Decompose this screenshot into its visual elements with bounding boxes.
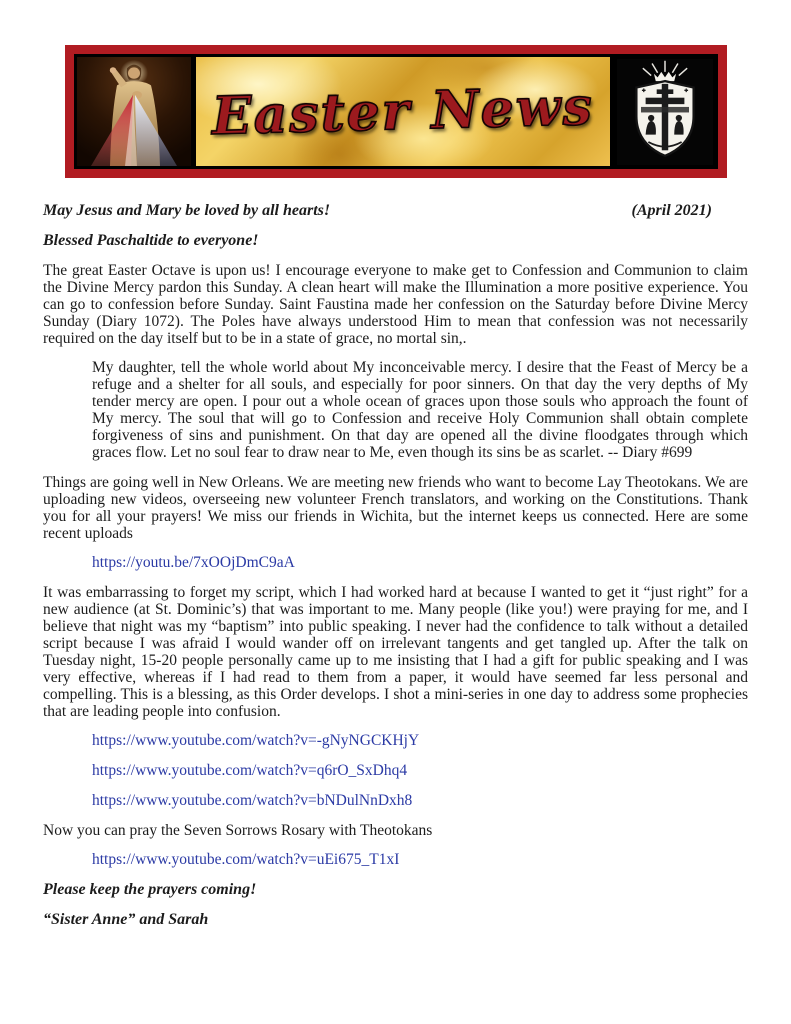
paragraph-easter-octave: The great Easter Octave is upon us! I encourage everyone to make get to Confession and Communion to claim the Divine Mercy pardon this Sunday. A clean heart will make the Illumination a more positive experience. You can go to confession before Sunday. Saint Faustina made her confession on the Saturday before Divine Mercy Sunday (Diary 1072). The Poles have always understood Him to mean that confession was not necessarily required on the day itself but to be in a state of grace, no mortal sin,. <box>43 262 748 348</box>
issue-date: (April 2021) <box>631 202 712 219</box>
link-youtube-upload[interactable]: https://youtu.be/7xOOjDmC9aA <box>92 553 295 571</box>
link-video-1[interactable]: https://www.youtube.com/watch?v=-gNyNGCKHjY <box>92 732 420 750</box>
newsletter-banner <box>65 45 727 178</box>
paragraph-new-orleans: Things are going well in New Orleans. We are meeting new friends who want to become Lay Theotokans. We are uploading new videos, overseeing new volunteer French translators, and working on the Constitutions. Thank you for all your prayers! We miss our friends in Wichita, but the internet keeps us connected. Here are some recent uploads <box>43 473 748 542</box>
greeting-text: May Jesus and Mary be loved by all hearts! <box>43 202 331 219</box>
crucifix-crest-image <box>615 57 715 166</box>
link-video-2[interactable]: https://www.youtube.com/watch?v=q6rO_SxDhq4 <box>92 762 408 780</box>
banner-gold-panel <box>196 57 610 166</box>
crucifix-crest-icon <box>617 56 713 168</box>
divine-mercy-jesus-icon <box>77 57 191 166</box>
link-video-3[interactable]: https://www.youtube.com/watch?v=bNDulNnDxh8 <box>92 792 413 810</box>
greeting-row <box>43 202 748 220</box>
link-rosary-video[interactable]: https://www.youtube.com/watch?v=uEi675_T1xI <box>92 851 400 869</box>
signature-text: “Sister Anne” and Sarah <box>43 911 209 929</box>
diary-quote: My daughter, tell the whole world about My inconceivable mercy. I desire that the Feast of Mercy be a refuge and a shelter for all souls, and especially for poor sinners. On that day the very depths of My tender mercy are open. I pour out a whole ocean of graces upon those souls who approach the fount of My mercy. The soul that will go to Confession and receive Holy Communion shall obtain complete forgiveness of sins and punishment. On that day are opened all the divine floodgates through which graces flow. Let no soul fear to draw near to Me, even though its sins be as scarlet. -- Diary #699 <box>92 359 748 462</box>
divine-mercy-jesus-image <box>77 57 191 166</box>
newsletter-title: Easter News <box>211 75 595 147</box>
paragraph-seven-sorrows: Now you can pray the Seven Sorrows Rosary with Theotokans <box>43 822 433 840</box>
paragraph-public-speaking: It was embarrassing to forget my script, which I had worked hard at because I wanted to get it “just right” for a new audience (at St. Dominic’s) that was important to me. Many people (like you!) were praying for me, and I believe that night was my “baptism” into public speaking. I never had the confidence to talk without a detailed script because I was afraid I would wander off on irrelevant tangents and get tangled up. After the talk on Tuesday night, 15-20 people personally came up to me insisting that I had a gift for public speaking and I was very effective, whereas if I had read to them from a paper, it would have seemed far less personal and compelling. This is a blessing, as this Order develops. I shot a mini-series in one day to address some prophecies that are leading people into confusion. <box>43 583 748 721</box>
blessing-text: Blessed Paschaltide to everyone! <box>43 232 259 249</box>
closing-prayers-text: Please keep the prayers coming! <box>43 881 257 899</box>
